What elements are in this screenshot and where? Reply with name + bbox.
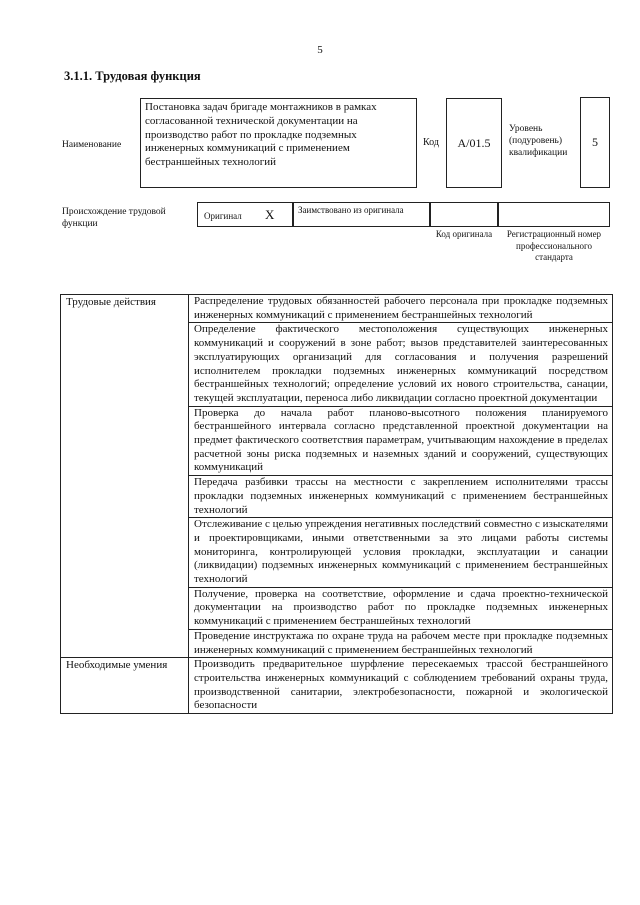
code-original-cell (430, 202, 498, 227)
labor-action-item: Получение, проверка на соответствие, оформление и сдача проектно-технической документации на производство работ по прокладке подземных инженерных коммуникаций с применением бестраншейных технологий (189, 587, 613, 629)
origin-label: Происхождение трудовой функции (62, 207, 166, 229)
section-title: 3.1.1. Трудовая функция (64, 69, 201, 83)
original-label: Оригинал (204, 211, 242, 221)
level-value-box (580, 97, 610, 188)
function-name-box: Постановка задач бригаде монтажников в рамках согласованной технической документации на производство работ по прокладке подземных инженерных коммуникаций с применением бестраншейных технологий (140, 98, 417, 188)
level-value: 5 (592, 135, 598, 149)
labor-action-item: Отслеживание с целью упреждения негативных последствий совместно с изыскателями и проектировщиками, иными ответственными за это лицами работы системы мониторинга, контролирующей условия прокладки, эксплуатации и санации (ликвидации) подземных инженерных коммуникаций с применением бестраншейных технологий (189, 518, 613, 588)
borrowed-cell: Заимствовано из оригинала (293, 202, 430, 227)
labor-actions-label: Трудовые действия (61, 295, 189, 658)
labor-action-item: Определение фактического местоположения существующих инженерных коммуникаций и сооружений в зоне работ; вызов представителей заинтересованных эксплуатирующих организаций для согласования и получения разрешений исполнителем прокладки подземных инженерных коммуникаций посредством бестраншейных технологий; определение условий их нового строительства, санации, текущей эксплуатации, переноса либо ликвидации согласно проектной документации (189, 323, 613, 406)
labor-action-item: Передача разбивки трассы на местности с закреплением исполнителями трассы прокладки подземных инженерных коммуникаций с применением бестраншейных технологий (189, 476, 613, 518)
table-row (61, 658, 613, 714)
code-value-box (446, 98, 502, 188)
code-original-caption: Код оригинала (435, 229, 493, 239)
skills-label: Необходимые умения (61, 658, 189, 714)
skill-item: Производить предварительное шурфление пересекаемых трассой бестраншейного строительства инженерных коммуникаций с соблюдением требований охраны труда, производственной санитарии, электробезопасности, пожарной и экологической безопасности (189, 658, 613, 714)
labor-action-item: Распределение трудовых обязанностей рабочего персонала при прокладке подземных инженерных коммуникаций с применением бестраншейных технологий (189, 295, 613, 323)
level-label: Уровень (подуровень) квалификации (509, 124, 568, 158)
labor-action-item: Проверка до начала работ планово-высотного положения планируемого бестраншейного интервала согласно представленной проектной документации на предмет фактического соответствия параметрам, учитывающим нахождение в пределах расчетной зоны риска подземных и наземных зданий и сооружений, существующих коммуникаций (189, 406, 613, 476)
original-mark: X (265, 207, 275, 222)
name-label: Наименование (62, 140, 122, 150)
page-number: 5 (317, 44, 323, 56)
code-label: Код (423, 137, 439, 148)
registration-caption: Регистрационный номер профессионального стандарта (506, 229, 602, 262)
function-table (60, 294, 613, 714)
table-row (61, 295, 613, 323)
registration-number-cell (498, 202, 610, 227)
code-value: А/01.5 (457, 135, 491, 150)
labor-action-item: Проведение инструктажа по охране труда на рабочем месте при прокладке подземных инженерных коммуникаций с применением бестраншейных технологий (189, 629, 613, 657)
